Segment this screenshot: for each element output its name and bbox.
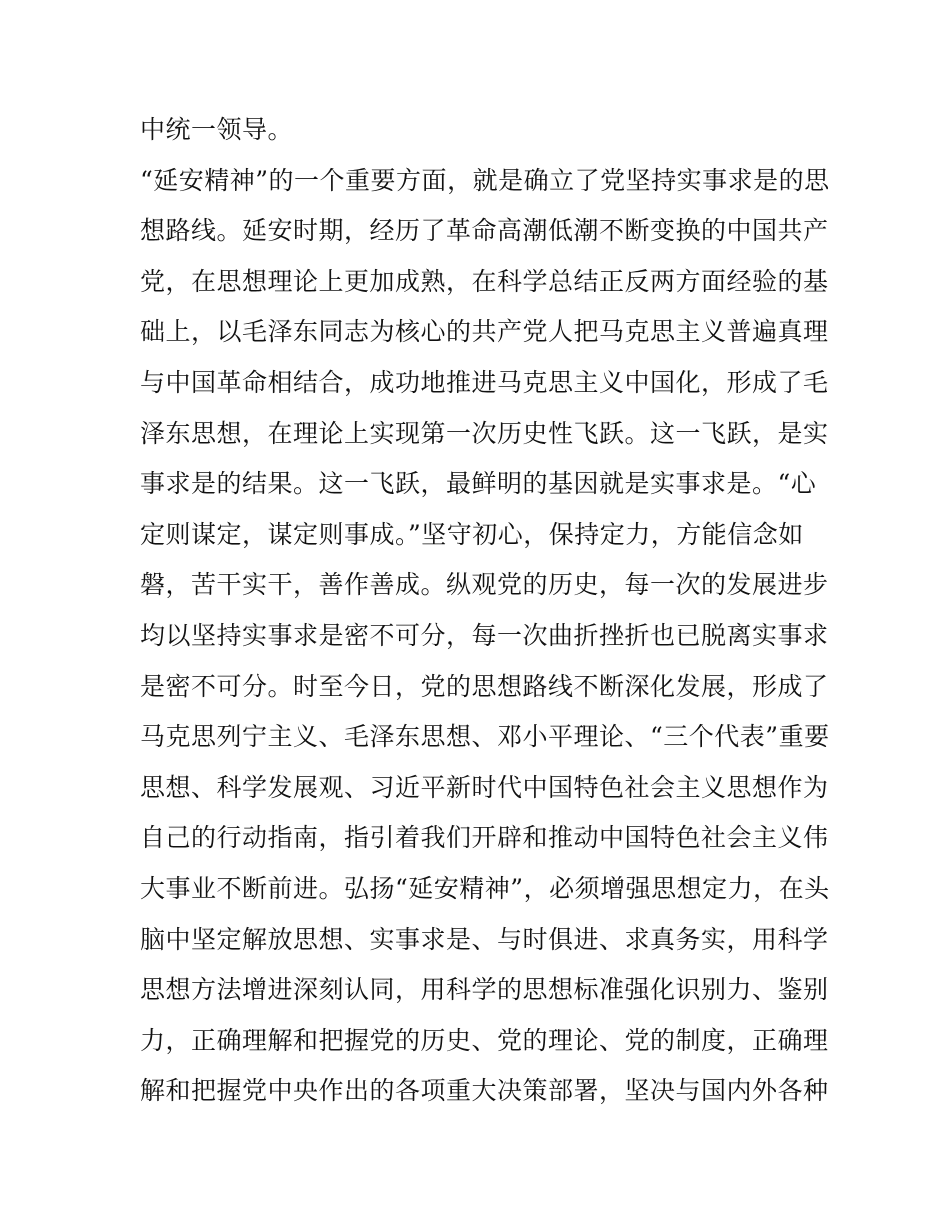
text-line: 磐，苦干实干，善作善成。纵观党的历史，每一次的发展进步 xyxy=(140,570,829,600)
body-text xyxy=(140,108,830,1120)
text-line: 是密不可分。时至今日，党的思想路线不断深化发展，形成了 xyxy=(140,671,829,701)
text-line: 泽东思想，在理论上实现第一次历史性飞跃。这一飞跃，是实 xyxy=(140,418,829,448)
text-line: 力，正确理解和把握党的历史、党的理论、党的制度，正确理 xyxy=(140,1025,829,1055)
text-line: 马克思列宁主义、毛泽东思想、邓小平理论、“三个代表”重要 xyxy=(140,722,830,752)
text-line: “延安精神”的一个重要方面，就是确立了党坚持实事求是的思 xyxy=(140,165,830,195)
text-line: 与中国革命相结合，成功地推进马克思主义中国化，形成了毛 xyxy=(140,367,829,397)
text-line: 均以坚持实事求是密不可分，每一次曲折挫折也已脱离实事求 xyxy=(140,620,829,650)
text-line: 党，在思想理论上更加成熟，在科学总结正反两方面经验的基 xyxy=(140,266,829,296)
text-line: 定则谋定，谋定则事成。”坚守初心，保持定力，方能信念如 xyxy=(140,519,804,549)
text-line: 中统一领导。 xyxy=(140,115,294,144)
text-line: 思想方法增进深刻认同，用科学的思想标准强化识别力、鉴别 xyxy=(140,975,829,1005)
text-line: 大事业不断前进。弘扬“延安精神”，必须增强思想定力，在头 xyxy=(140,873,830,903)
text-line: 解和把握党中央作出的各项重大决策部署，坚决与国内外各种 xyxy=(140,1076,829,1106)
text-line: 自己的行动指南，指引着我们开辟和推动中国特色社会主义伟 xyxy=(140,823,829,853)
text-line: 脑中坚定解放思想、实事求是、与时俱进、求真务实，用科学 xyxy=(140,924,829,954)
text-line: 思想、科学发展观、习近平新时代中国特色社会主义思想作为 xyxy=(140,772,829,802)
text-line: 想路线。延安时期，经历了革命高潮低潮不断变换的中国共产 xyxy=(140,216,829,246)
text-line: 础上，以毛泽东同志为核心的共产党人把马克思主义普遍真理 xyxy=(140,317,829,347)
text-line: 事求是的结果。这一飞跃，最鲜明的基因就是实事求是。“心 xyxy=(140,469,817,499)
